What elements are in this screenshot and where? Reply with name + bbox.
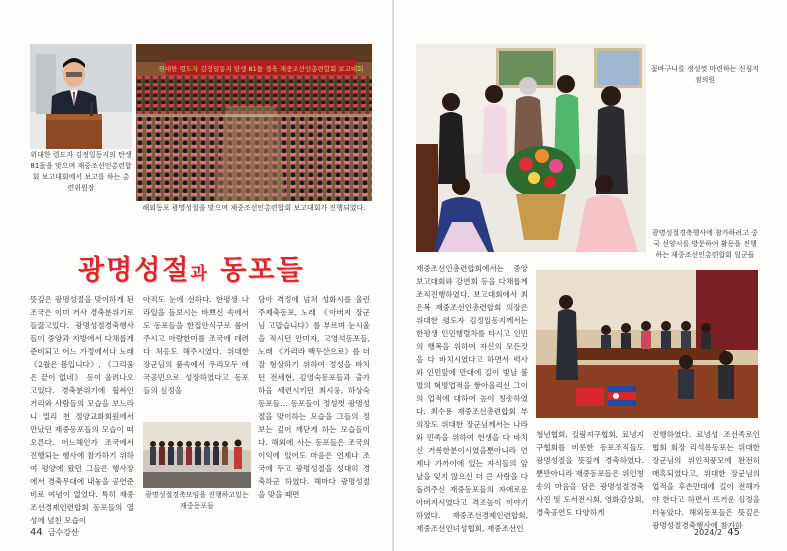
title-part-1: 광명성절 <box>78 255 191 286</box>
hall-banner: 위대한 령도자 김정일동지 탄생 81돐 경축 재중조선인총련합회 보고대회 <box>158 65 364 73</box>
flowers-photo <box>416 44 646 252</box>
speaker-photo <box>30 44 132 149</box>
left-column-3: 담아 격정에 넘쳐 성화시를 울린 주제축동포, 노래 《아버지 장군님 고맙습니다》를 부르며 눈시울을 적시던 안미자, 고영석동포들, 노래 《가리라 백두산으로》를 더 잘 형상하기 위하여 정성을 바치던 전세현, 김영숙동포들과 출가하을 세련시키던 최시웅, 하상숙동포들… 동포들이 정성껏 광명성절을 맞이하는 모습을 그들의 정보는 깊이 깨닫게 하는 모습들이다. 해외에 사는 동포들은 조국의 이익에 있어도 마음은 언제나 조국에 두고 광명성절을 성대히 경축하군 하였다. 해마다 광명성절을 맞을 때면 <box>258 295 370 499</box>
meeting-photo <box>536 270 758 418</box>
right-column-3: 진행하였다. 료녕성 조선족로인협회 회장 리석록동포는 위대한 장군님의 위인적풍모에 완전히 매혹되였다고, 위대한 장군님의 업적을 후손만대에 길이 전해가야 한다고 하면서 뜨거운 심정을 터놓았다. 해외동포들은 뜻깊은 광명성절경축행사에 참가하 <box>652 430 760 530</box>
left-column-1: 뜻깊은 광명성절을 맞이하게 된 조국은 이미 거사 경축분위기로 들끓고있다. 광명성절경축행사들이 중앙과 지방에서 다채롭게 준비되고 어느 가정에서나 노래 《2월은 봄입니다》, 《그리움은 끝이 없네》 등이 울려나오고있다. 경축분위기에 휩싸인 거리와 사람들의 모습을 보느라니 멀리 천 정양교화회원에서 만났던 재중동포들의 모습이 떠오른다. 어느해인가 조국에서 진행되는 행사에 참가하기 위하여 평양에 왔던 그들은 행사장에서 경축무대에 내놓을 공연준비로 여념이 없었다. 특히 재중조선경제인련합회 동포들의 열성에 넘친 모습이 <box>30 295 134 525</box>
left-folio <box>30 527 79 538</box>
left-column-2: 아직도 눈에 선하다. 한평생 나라일을 돌보시는 바쁘신 속에서도 동포들을 한집안식구로 품어주시고 아량한미를 조국에 데려다 처옹도 해주시였다. 위대한 장군님의 품속에서 우리모두 애국공민으로 성장하였다고 동포들의 심정을 <box>143 295 249 395</box>
right-column-2: 청년협회, 길림지구협회, 료녕지구협회를 비롯한 동포조직들도 광명성절을 뜻깊게 경축하였다. 뿐만아니라 재중동포들은 위인칭송의 마음을 담은 광명성절경축 사진 및 도서전시회, 영화감상회, 경축공연도 다양하게 <box>536 430 644 517</box>
left-page-number: 44 <box>30 527 43 538</box>
audience-caption: 해외동포 광명성절을 맞으며 재중조선인총련합회 보고대회가 진행되였다. <box>142 204 366 212</box>
issue-date: 2024/2 <box>694 528 723 537</box>
audience-photo <box>136 44 372 201</box>
magazine-name: 금수강산 <box>47 528 79 537</box>
right-page-number: 45 <box>727 527 740 538</box>
flowers-caption-bottom: 광명성절경축행사에 참가하려고 중국 선양시를 방문하여 활동을 진행하는 재중조선인총련합회 일군들 <box>652 229 758 259</box>
right-column-1: 재중조선인총련합회에서는 중앙보고대회와 강연회 등을 다채롭게 조직진행하였다. 보고대회에서 최은복 재중조선인총련합회 의장은 위대한 령도자 김정일동지께서는 한평생 인민행렬차를 타시고 인민의 행복을 위하여 자신의 모든것을 다 바치시였다고 하면서 력사와 인민앞에 만대에 길이 빛날 불멸의 혁명업적을 쌓아올리신 그이의 업적에 대하여 높이 칭송하였다. 최수용 재중조선총련합회 부의장도 위대한 장군님께서는 나라와 민족을 위하여 헌생을 다 바치신 거룩한분이시였을뿐아니라 언제나 가까이에 있는 자식들의 앞날을 잊지 않으신 더 큰 사랑을 다 돌려주신 재중동포들의 자애로운 아버지시였다고 격조높이 이야기하였다. 재중조선경제인련합회, 재중조선인녀성협회, 재중조선인 <box>416 264 528 533</box>
article-title <box>78 248 304 287</box>
group-caption: 광명성절경축모임을 진행하고있는 재중동포들 <box>145 491 249 510</box>
speaker-caption: 위대한 령도자 김정일동지의 탄생 81돐을 맞으며 재중조선인총련합회 보고대회에서 보고를 하는 총련위원장 <box>30 151 132 192</box>
group-photo <box>143 422 251 488</box>
right-folio <box>694 527 740 538</box>
flowers-caption-top: 꽃바구니를 정성껏 마련하는 신심지점의원 <box>650 65 760 84</box>
right-page <box>394 0 787 551</box>
title-part-small: 과 <box>190 264 209 284</box>
title-part-2: 동포들 <box>220 255 305 286</box>
left-page <box>0 0 393 551</box>
